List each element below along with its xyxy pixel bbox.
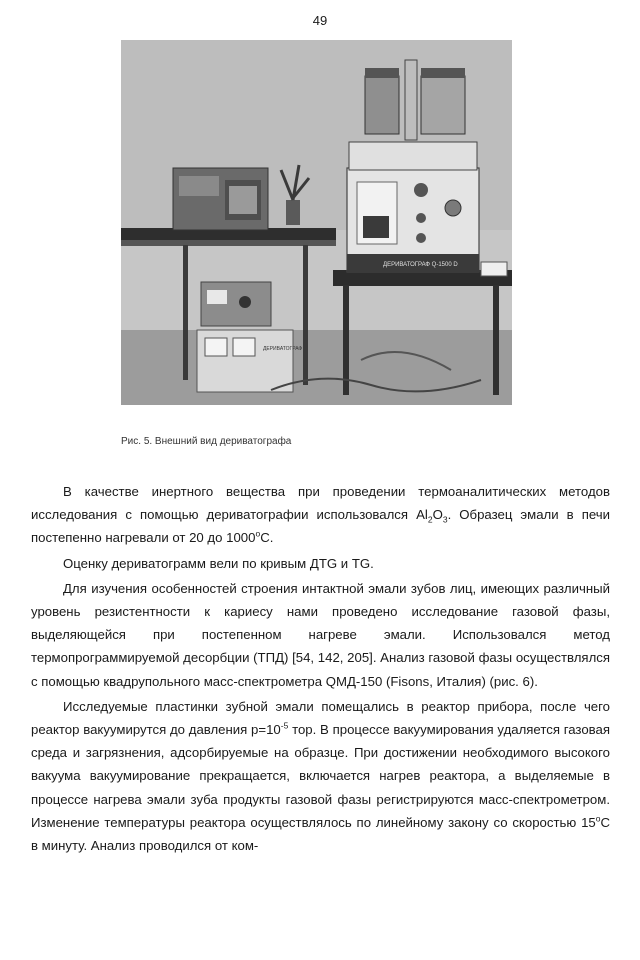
paragraph-1 bbox=[31, 480, 610, 550]
page-number: 49 bbox=[312, 13, 328, 28]
small-label: ДЕРИВАТОГРАФ bbox=[263, 346, 303, 352]
device-label: ДЕРИВАТОГРАФ Q-1500 D bbox=[383, 262, 458, 268]
p4-sup-b: o bbox=[595, 813, 601, 824]
p4-sup-a: -5 bbox=[280, 720, 289, 731]
paragraph-2: Оценку дериватограмм вели по кривым ДTG и TG. bbox=[63, 555, 374, 571]
p1-text-b: O bbox=[432, 507, 443, 523]
p1-text-c: . Образец эмали в печи постепенно нагревали от 20 до 1000 bbox=[31, 507, 610, 546]
p1-text-a: В качестве инертного вещества при проведении термоаналитических методов исследования с помощью дериватографии использовался Al bbox=[31, 484, 610, 523]
p4-text-a: Исследуемые пластинки зубной эмали помещались в реактор прибора, после чего реактор вакуумирутся до давления р=10 bbox=[31, 698, 610, 738]
p4-text-c: С в минуту. Анализ проводился от ком- bbox=[31, 814, 610, 854]
derivatograph-illustration bbox=[121, 40, 512, 405]
paragraph-4 bbox=[31, 695, 610, 857]
figure-caption: Рис. 5. Внешний вид дериватографа bbox=[121, 436, 292, 447]
p4-text-b: тор. В процессе вакуумирования удаляется газовая среда и загрязнения, адсорбируемые на образце. При достижении необходимого высокого вакуума вакуумирование прекращается, включается нагрев реактора, а выделяемые в процессе нагрева эмали зуба продукты газовой фазы регистрируются масс-спектрометром. Изменение температуры реактора осуществлялось по линейному закону со скоростью 15 bbox=[31, 722, 610, 830]
derivatograph-photo bbox=[121, 40, 512, 405]
body-text bbox=[31, 480, 610, 857]
p1-sub-a: 2 bbox=[427, 514, 433, 525]
p1-text-d: С. bbox=[260, 530, 274, 546]
paragraph-3: Для изучения особенностей строения интактной эмали зубов лиц, имеющих различный уровень резистентности к кариесу нами проведено исследование газовой фазы, выделяющейся при постепенном нагреве эмали. Использовался метод термопрограммируемой десорбции (ТПД) [54, 142, 205]. Анализ газовой фазы осуществлялся с помощью квадрупольного масс-спектрометра QMД-150 (Fisons, Италия) (рис. 6). bbox=[31, 580, 610, 689]
p1-sup-c: o bbox=[255, 529, 261, 540]
p1-sub-b: 3 bbox=[442, 514, 448, 525]
